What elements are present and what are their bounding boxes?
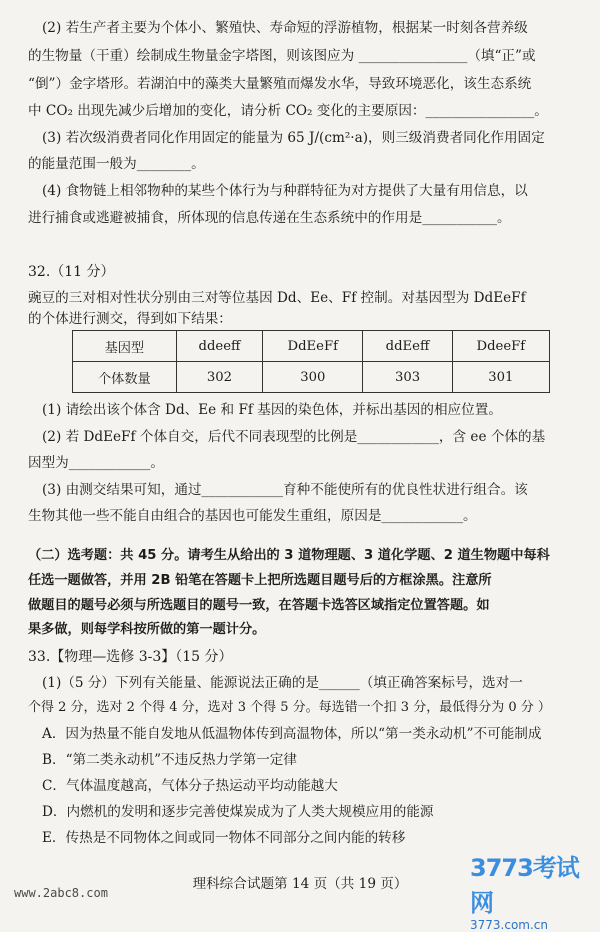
watermark-url: 3773.com.cn [470,918,548,932]
page-footer: 理科综合试题第 14 页（共 19 页） [192,876,408,892]
elective-line2: 任选一题做答，并用 2B 铅笔在答题卡上把所选题目题号后的方框涂黑。注意所 [28,573,492,588]
q32-intro-line1: 豌豆的三对相对性状分别由三对等位基因 Dd、Ee、Ff 控制。对基因型为 DdEeFf [28,290,526,306]
q33-stem-line2: 个得 2 分，选对 2 个得 4 分，选对 3 个得 5 分。每选错一个扣 3 分，最低得分为 0 分 ） [28,700,551,715]
genotype-cell: DdeeFf [452,331,549,362]
q31-p3-line1: (3) 若次级消费者同化作用固定的能量为 65 J/(cm²·a)，则三级消费者同化作用固定 [42,130,545,146]
count-cell: 302 [176,362,263,393]
option-a: A．因为热量不能自发地从低温物体传到高温物体，所以“第一类永动机”不可能制成 [42,726,542,742]
q32-intro-line2: 的个体进行测交，得到如下结果： [28,311,232,327]
option-e: E．传热是不同物体之间或同一物体不同部分之间内能的转移 [42,830,406,846]
q31-p2-line1: (2) 若生产者主要为个体小、繁殖快、寿命短的浮游植物，根据某一时刻各营养级 [42,20,528,36]
q31-p3-line2: 的能量范围一般为________。 [28,156,205,172]
option-d: D．内燃机的发明和逐步完善使煤炭成为了人类大规模应用的能源 [42,804,434,820]
genotype-cell: DdEeFf [263,331,363,362]
q32-p2-line1: (2) 若 DdEeFf 个体自交，后代不同表现型的比例是____________，含 ee 个体的基 [42,429,546,445]
table-row [73,362,550,393]
elective-line3: 做题目的题号必须与所选题目的题号一致，在答题卡选答区域指定位置答题。如 [28,598,490,613]
q32-p3-line2: 生物其他一些不能自由组合的基因也可能发生重组，原因是____________。 [28,508,477,524]
elective-line1: （二）选考题：共 45 分。请考生从给出的 3 道物理题、3 道化学题、2 道生物题中每科 [28,548,550,563]
genotype-table [72,330,550,393]
option-b: B．“第二类永动机”不违反热力学第一定律 [42,752,297,768]
watermark-logo [470,848,590,932]
q33-heading: 33.【物理—选修 3-3】（15 分） [28,649,233,665]
q31-p4-line1: (4) 食物链上相邻物种的某些个体行为与种群特征为对方提供了大量有用信息，以 [42,183,528,199]
q33-stem-line1: (1)（5 分）下列有关能量、能源说法正确的是______（填正确答案标号，选对一 [42,675,523,691]
table-row [73,331,550,362]
watermark-logo-text: 3773考试网 [470,854,579,917]
q31-p2-line2: 的生物量（干重）绘制成生物量金字塔图，则该图应为 ________________（填“正”或 [28,48,536,64]
option-c: C．气体温度越高，气体分子热运动平均动能越大 [42,778,338,794]
q32-p1: (1) 请绘出该个体含 Dd、Ee 和 Ff 基因的染色体，并标出基因的相应位置。 [42,402,502,418]
q32-p2-line2: 因型为____________。 [28,455,164,471]
elective-line4: 果多做，则每学科按所做的第一题计分。 [28,622,266,637]
genotype-cell: ddeeff [176,331,263,362]
q32-p3-line1: (3) 由测交结果可知，通过____________育种不能使所有的优良性状进行组合。该 [42,482,528,498]
row-header-genotype: 基因型 [73,331,177,362]
count-cell: 300 [263,362,363,393]
genotype-cell: ddEeff [363,331,452,362]
q31-p2-line4: 中 CO₂ 出现先减少后增加的变化，请分析 CO₂ 变化的主要原因：________________。 [28,103,548,119]
count-cell: 301 [452,362,549,393]
q31-p4-line2: 进行捕食或逃避被捕食，所体现的信息传递在生态系统中的作用是___________。 [28,210,511,226]
row-header-count: 个体数量 [73,362,177,393]
q32-heading: 32.（11 分） [28,264,115,280]
watermark-left: www.2abc8.com [14,886,108,900]
count-cell: 303 [363,362,452,393]
q31-p2-line3: “倒”）金字塔形。若湖泊中的藻类大量繁殖而爆发水华，导致环境恶化，该生态系统 [28,76,532,92]
